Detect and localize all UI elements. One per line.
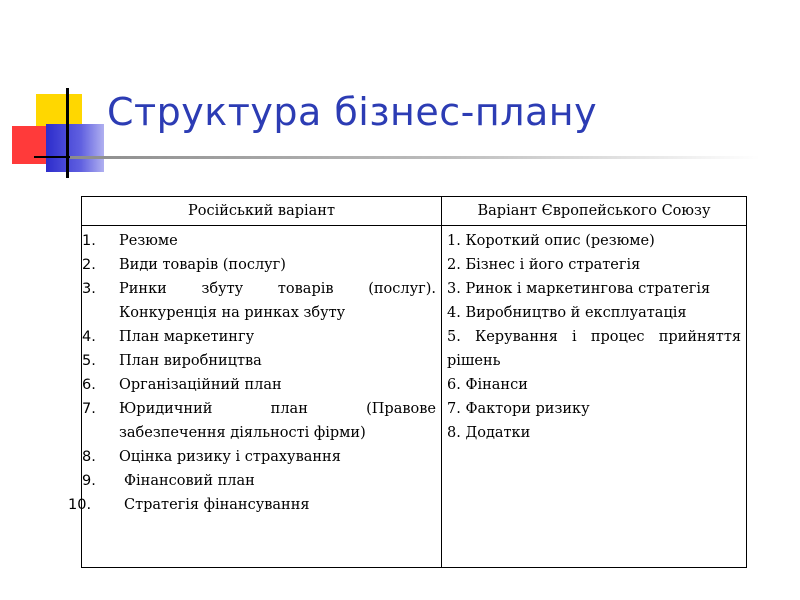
list-item-number: 1. (82, 233, 96, 249)
list-item-number: 8. (82, 449, 96, 465)
list-item: 6. Фінанси (447, 377, 528, 393)
eu-variant-list (447, 229, 741, 445)
title-underline (70, 156, 760, 159)
list-item: 7. Фактори ризику (447, 401, 590, 417)
list-item: 2. Бізнес і його стратегія (447, 257, 641, 273)
list-item-text: Оцінка ризику і страхування (119, 449, 341, 465)
list-item-text: План виробництва (119, 353, 262, 369)
list-item: 3. Ринок і маркетингова стратегія (447, 281, 711, 297)
list-item (82, 445, 436, 469)
list-item-number: 5. (82, 353, 96, 369)
list-item-text: Види товарів (послуг) (119, 257, 286, 273)
logo-square-blue (46, 124, 104, 172)
header-russian-variant: Російський варіант (188, 203, 335, 219)
list-item-text: Юридичний план (Правове забезпечення діяльності фірми) (119, 401, 436, 441)
list-item (82, 229, 436, 253)
list-item (82, 277, 436, 325)
list-item-number: 2. (82, 257, 96, 273)
list-item: 5. Керування і процес прийняття рішень (447, 329, 741, 369)
list-item-text: Фінансовий план (124, 473, 255, 489)
list-item (82, 253, 436, 277)
list-item-text: Стратегія фінансування (124, 497, 310, 513)
list-item (82, 373, 436, 397)
list-item (82, 349, 436, 373)
list-item (82, 469, 436, 493)
list-item-number: 9. (82, 473, 96, 489)
list-item-text: Резюме (119, 233, 178, 249)
list-item-number: 10. (68, 497, 92, 513)
list-item: 1. Короткий опис (резюме) (447, 233, 655, 249)
list-item (82, 397, 436, 445)
page-title: Структура бізнес-плану (107, 90, 598, 134)
table-header-row (82, 197, 746, 226)
header-eu-variant: Варіант Європейського Союзу (477, 203, 711, 219)
list-item-number: 4. (82, 329, 96, 345)
list-item-text: Ринки збуту товарів (послуг). Конкуренція на ринках збуту (119, 281, 436, 321)
list-item: 8. Додатки (447, 425, 531, 441)
list-item-number: 3. (82, 281, 96, 297)
list-item-number: 7. (82, 401, 96, 417)
column-divider (441, 197, 442, 567)
list-item-text: Організаційний план (119, 377, 282, 393)
list-item (68, 493, 436, 517)
list-item: 4. Виробництво й експлуатація (447, 305, 687, 321)
logo-vertical-line (66, 88, 69, 178)
list-item (82, 325, 436, 349)
russian-variant-list (68, 229, 436, 517)
list-item-text: План маркетингу (119, 329, 255, 345)
comparison-table (68, 196, 747, 568)
list-item-number: 6. (82, 377, 96, 393)
